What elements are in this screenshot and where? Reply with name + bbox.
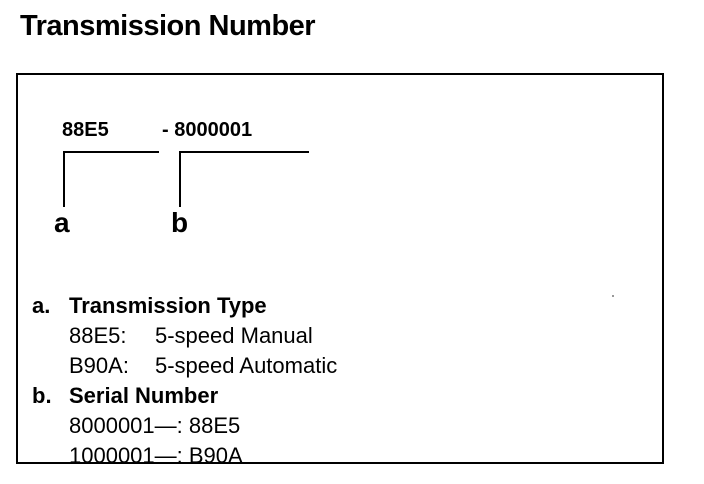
legend-marker-a: a. — [32, 293, 51, 318]
transmission-type-code: 88E5 — [62, 119, 109, 141]
type-description: 5-speed Automatic — [155, 353, 338, 378]
speck-mark — [612, 295, 614, 297]
legend-marker-b: b. — [32, 383, 52, 408]
callout-bracket-a — [63, 151, 159, 207]
type-code: B90A: — [69, 353, 129, 378]
callout-label-b: b — [171, 207, 189, 238]
transmission-number-box — [16, 73, 664, 468]
page-title: Transmission Number — [20, 10, 316, 42]
serial-number-code: - 8000001 — [162, 119, 253, 141]
callout-bracket-b — [179, 151, 309, 207]
legend-title-a: Transmission Type — [69, 293, 267, 318]
serial-range: 1000001—: B90A — [69, 443, 243, 468]
serial-range: 8000001—: 88E5 — [69, 413, 241, 438]
type-code: 88E5: — [69, 323, 127, 348]
type-description: 5-speed Manual — [155, 323, 313, 348]
callout-label-a: a — [54, 207, 70, 238]
legend-title-b: Serial Number — [69, 383, 219, 408]
